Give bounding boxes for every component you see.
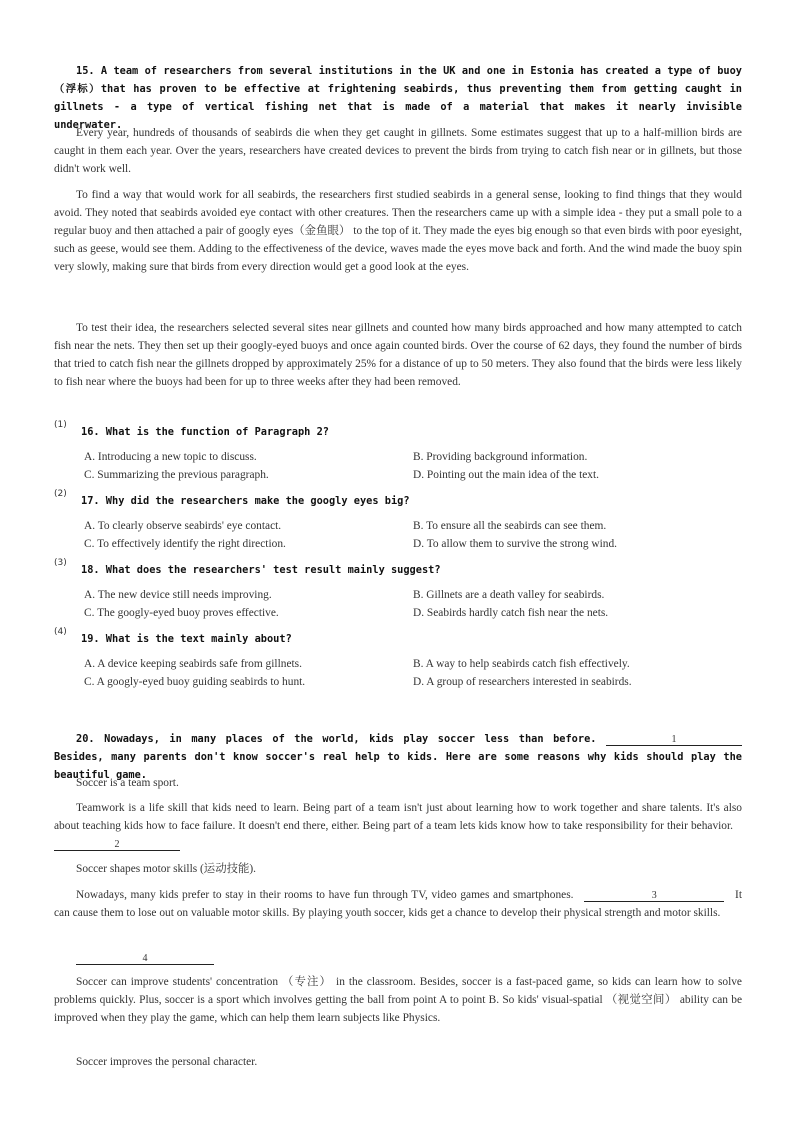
- question-3-option-b[interactable]: B. Gillnets are a death valley for seabirds.: [413, 589, 605, 601]
- question-1-text: 16. What is the function of Paragraph 2?: [81, 426, 329, 438]
- question-2-option-d[interactable]: D. To allow them to survive the strong wind.: [413, 538, 618, 550]
- blank-4[interactable]: 4: [76, 953, 214, 965]
- passage-20-intro: 20. Nowadays, in many places of the world, kids play soccer less than before. 1 Besides, many parents don't know soccer's real help to kids. Here are some reasons why kids should play the beautiful game.: [54, 733, 742, 781]
- question-1-option-c[interactable]: C. Summarizing the previous paragraph.: [84, 469, 269, 481]
- question-2-text: 17. Why did the researchers make the googly eyes big?: [81, 495, 410, 507]
- question-3-text: 18. What does the researchers' test result mainly suggest?: [81, 564, 441, 576]
- passage-15-paragraph-3: To test their idea, the researchers selected several sites near gillnets and counted how many birds approached and how many attempted to catch fish near the nets. They then set up their googly-eyed buoys and once again counted birds. Over the course of 62 days, they found the number of birds that tried to catch fish near the gillnets dropped by approximately 25% for a distance of up to 50 meters. They also found that the birds were less likely to fish near where the buoys had been for up to three weeks after they had been removed.: [54, 322, 742, 388]
- passage-15-paragraph-1: Every year, hundreds of thousands of seabirds die when they get caught in gillnets. Some estimates suggest that up to a half-million birds are caught in them each year. Over the years, researchers have created devices to prevent the birds from trying to catch fish near or in gillnets, but those didn't work well.: [54, 127, 742, 175]
- blank-1[interactable]: 1: [606, 734, 742, 746]
- question-1-option-b[interactable]: B. Providing background information.: [413, 451, 588, 463]
- question-4-number: (4): [54, 627, 67, 637]
- heading-team-sport: Soccer is a team sport.: [76, 777, 179, 789]
- question-3-number: (3): [54, 558, 67, 568]
- question-4-option-a[interactable]: A. A device keeping seabirds safe from gillnets.: [84, 658, 302, 670]
- blank-3[interactable]: 3: [584, 890, 724, 902]
- question-1-option-d[interactable]: D. Pointing out the main idea of the text.: [413, 469, 600, 481]
- question-2-option-a[interactable]: A. To clearly observe seabirds' eye contact.: [84, 520, 282, 532]
- question-2-number: (2): [54, 489, 67, 499]
- question-2-option-b[interactable]: B. To ensure all the seabirds can see them.: [413, 520, 607, 532]
- passage-20-paragraph-3: Soccer can improve students' concentration （专注） in the classroom. Besides, soccer is a fast-paced game, so kids can learn how to solve problems quickly. Plus, soccer is a sport which involves getting the ball from point A to point B. So kids' visual-spatial （视觉空间） ability can be improved when they play the game, which can help them learn subjects like Physics.: [54, 976, 742, 1024]
- question-3-option-d[interactable]: D. Seabirds hardly catch fish near the nets.: [413, 607, 609, 619]
- question-2-option-c[interactable]: C. To effectively identify the right direction.: [84, 538, 286, 550]
- blank-2[interactable]: 2: [54, 839, 180, 851]
- question-3-option-a[interactable]: A. The new device still needs improving.: [84, 589, 272, 601]
- question-4-option-b[interactable]: B. A way to help seabirds catch fish effectively.: [413, 658, 630, 670]
- passage-15-paragraph-2: To find a way that would work for all seabirds, the researchers first studied seabirds in a general sense, looking to find things that they would avoid. They noted that seabirds avoided eye contact with other creatures. Then the researchers came up with a simple idea - they put a small pole to a regular buoy and then attached a pair of googly eyes（金鱼眼） to the top of it. They made the eyes big enough so that even birds with poor eyesight, such as geese, would see them. Adding to the effectiveness of the device, waves made the eyes move back and forth. And the wind made the buoy spin very slowly, making sure that birds from every direction would get a good look at the eyes.: [54, 189, 742, 273]
- question-1-number: (1): [54, 420, 67, 430]
- passage-20-paragraph-2: Nowadays, many kids prefer to stay in their rooms to have fun through TV, video games and smartphones. 3 It can cause them to lose out on valuable motor skills. By playing youth soccer, kids get a chance to develop their physical strength and motor skills.: [54, 889, 743, 919]
- heading-motor-skills: Soccer shapes motor skills (运动技能).: [76, 863, 257, 875]
- question-4-option-d[interactable]: D. A group of researchers interested in seabirds.: [413, 676, 632, 688]
- heading-personal-character: Soccer improves the personal character.: [76, 1056, 258, 1068]
- passage-20-paragraph-1: Teamwork is a life skill that kids need to learn. Being part of a team isn't just about learning how to work together and share talents. It's also about teaching kids how to face failure. It doesn't end there, either. Being part of a team lets kids know how to take responsibility for their behavior. 2: [54, 802, 742, 850]
- question-3-option-c[interactable]: C. The googly-eyed buoy proves effective.: [84, 607, 279, 619]
- question-4-text: 19. What is the text mainly about?: [81, 633, 292, 645]
- question-4-option-c[interactable]: C. A googly-eyed buoy guiding seabirds to hunt.: [84, 676, 306, 688]
- passage-15-intro: 15. A team of researchers from several institutions in the UK and one in Estonia has created a type of buoy （浮标）that has proven to be effective at frightening seabirds, thus preventing them from getting caught in gillnets - a type of vertical fishing net that is made of a material that makes it nearly invisible underwater.: [54, 65, 742, 131]
- blank-4-container: [76, 948, 214, 966]
- question-1-option-a[interactable]: A. Introducing a new topic to discuss.: [84, 451, 257, 463]
